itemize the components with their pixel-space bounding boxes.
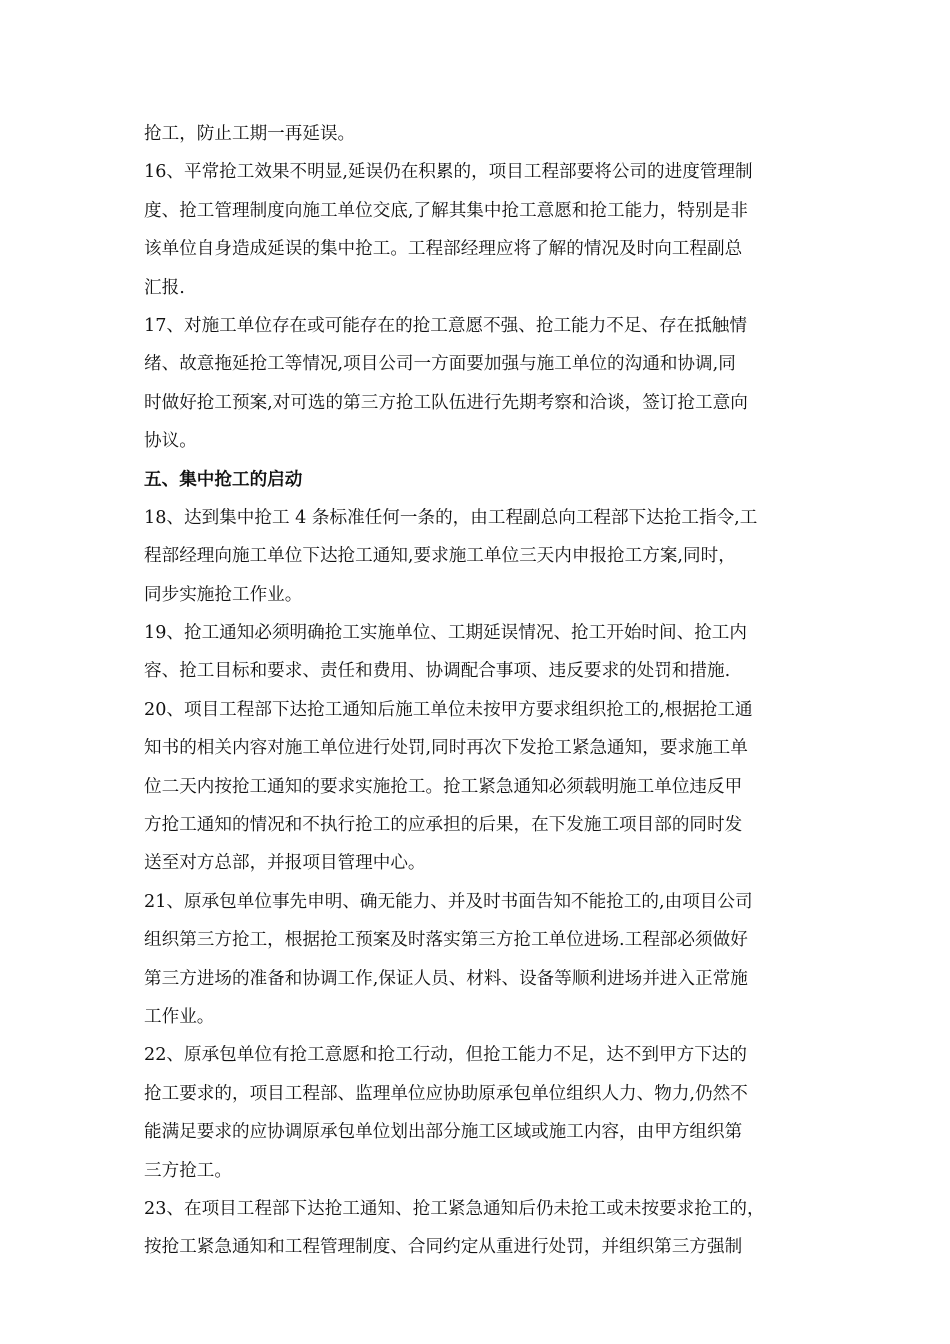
paragraph-line: 程部经理向施工单位下达抢工通知,要求施工单位三天内申报抢工方案,同时，: [144, 546, 736, 567]
paragraph-line: 协议。: [144, 431, 197, 452]
paragraph-line: 位二天内按抢工通知的要求实施抢工。抢工紧急通知必须载明施工单位违反甲: [144, 776, 743, 797]
paragraph-line: 同步实施抢工作业。: [144, 584, 303, 605]
paragraph-line: 容、抢工目标和要求、责任和费用、协调配合事项、违反要求的处罚和措施.: [144, 661, 731, 682]
paragraph-line: 送至对方总部，并报项目管理中心。: [144, 853, 426, 874]
paragraph-line: 21、原承包单位事先申明、确无能力、并及时书面告知不能抢工的,由项目公司: [144, 891, 753, 912]
section-heading: 五、集中抢工的启动: [144, 468, 303, 490]
paragraph-line: 22、原承包单位有抢工意愿和抢工行动，但抢工能力不足，达不到甲方下达的: [144, 1045, 747, 1066]
paragraph-line: 三方抢工。: [144, 1160, 232, 1181]
paragraph-line: 16、平常抢工效果不明显,延误仍在积累的，项目工程部要将公司的进度管理制: [144, 162, 753, 183]
paragraph-line: 方抢工通知的情况和不执行抢工的应承担的后果，在下发施工项目部的同时发: [144, 815, 743, 836]
paragraph-line: 17、对施工单位存在或可能存在的抢工意愿不强、抢工能力不足、存在抵触情: [144, 315, 747, 336]
paragraph-line: 组织第三方抢工，根据抢工预案及时落实第三方抢工单位进场.工程部必须做好: [144, 930, 748, 951]
paragraph-line: 第三方进场的准备和协调工作,保证人员、材料、设备等顺利进场并进入正常施: [144, 968, 748, 989]
paragraph-line: 23、在项目工程部下达抢工通知、抢工紧急通知后仍未抢工或未按要求抢工的，: [144, 1198, 765, 1219]
paragraph-line: 18、达到集中抢工 4 条标准任何一条的，由工程副总向工程部下达抢工指令,工: [144, 507, 758, 528]
paragraph-line: 知书的相关内容对施工单位进行处罚,同时再次下发抢工紧急通知，要求施工单: [144, 738, 748, 759]
paragraph-line: 19、抢工通知必须明确抢工实施单位、工期延误情况、抢工开始时间、抢工内: [144, 623, 747, 644]
paragraph-line: 抢工要求的，项目工程部、监理单位应协助原承包单位组织人力、物力,仍然不: [144, 1083, 748, 1104]
paragraph-line: 度、抢工管理制度向施工单位交底,了解其集中抢工意愿和抢工能力，特别是非: [144, 200, 748, 221]
paragraph-line: 按抢工紧急通知和工程管理制度、合同约定从重进行处罚，并组织第三方强制: [144, 1237, 743, 1258]
paragraph-line: 抢工，防止工期一再延误。: [144, 124, 356, 144]
paragraph-line: 工作业。: [144, 1006, 215, 1027]
paragraph-line: 该单位自身造成延误的集中抢工。工程部经理应将了解的情况及时向工程副总: [144, 239, 743, 260]
document-body: [144, 115, 810, 1267]
paragraph-line: 20、项目工程部下达抢工通知后施工单位未按甲方要求组织抢工的,根据抢工通: [144, 699, 753, 720]
paragraph-line: 时做好抢工预案,对可选的第三方抢工队伍进行先期考察和洽谈，签订抢工意向: [144, 392, 748, 413]
paragraph-line: 能满足要求的应协调原承包单位划出部分施工区域或施工内容，由甲方组织第: [144, 1122, 743, 1143]
paragraph-line: 绪、故意拖延抢工等情况,项目公司一方面要加强与施工单位的沟通和协调,同: [144, 354, 736, 375]
paragraph-line: 汇报.: [144, 277, 185, 298]
